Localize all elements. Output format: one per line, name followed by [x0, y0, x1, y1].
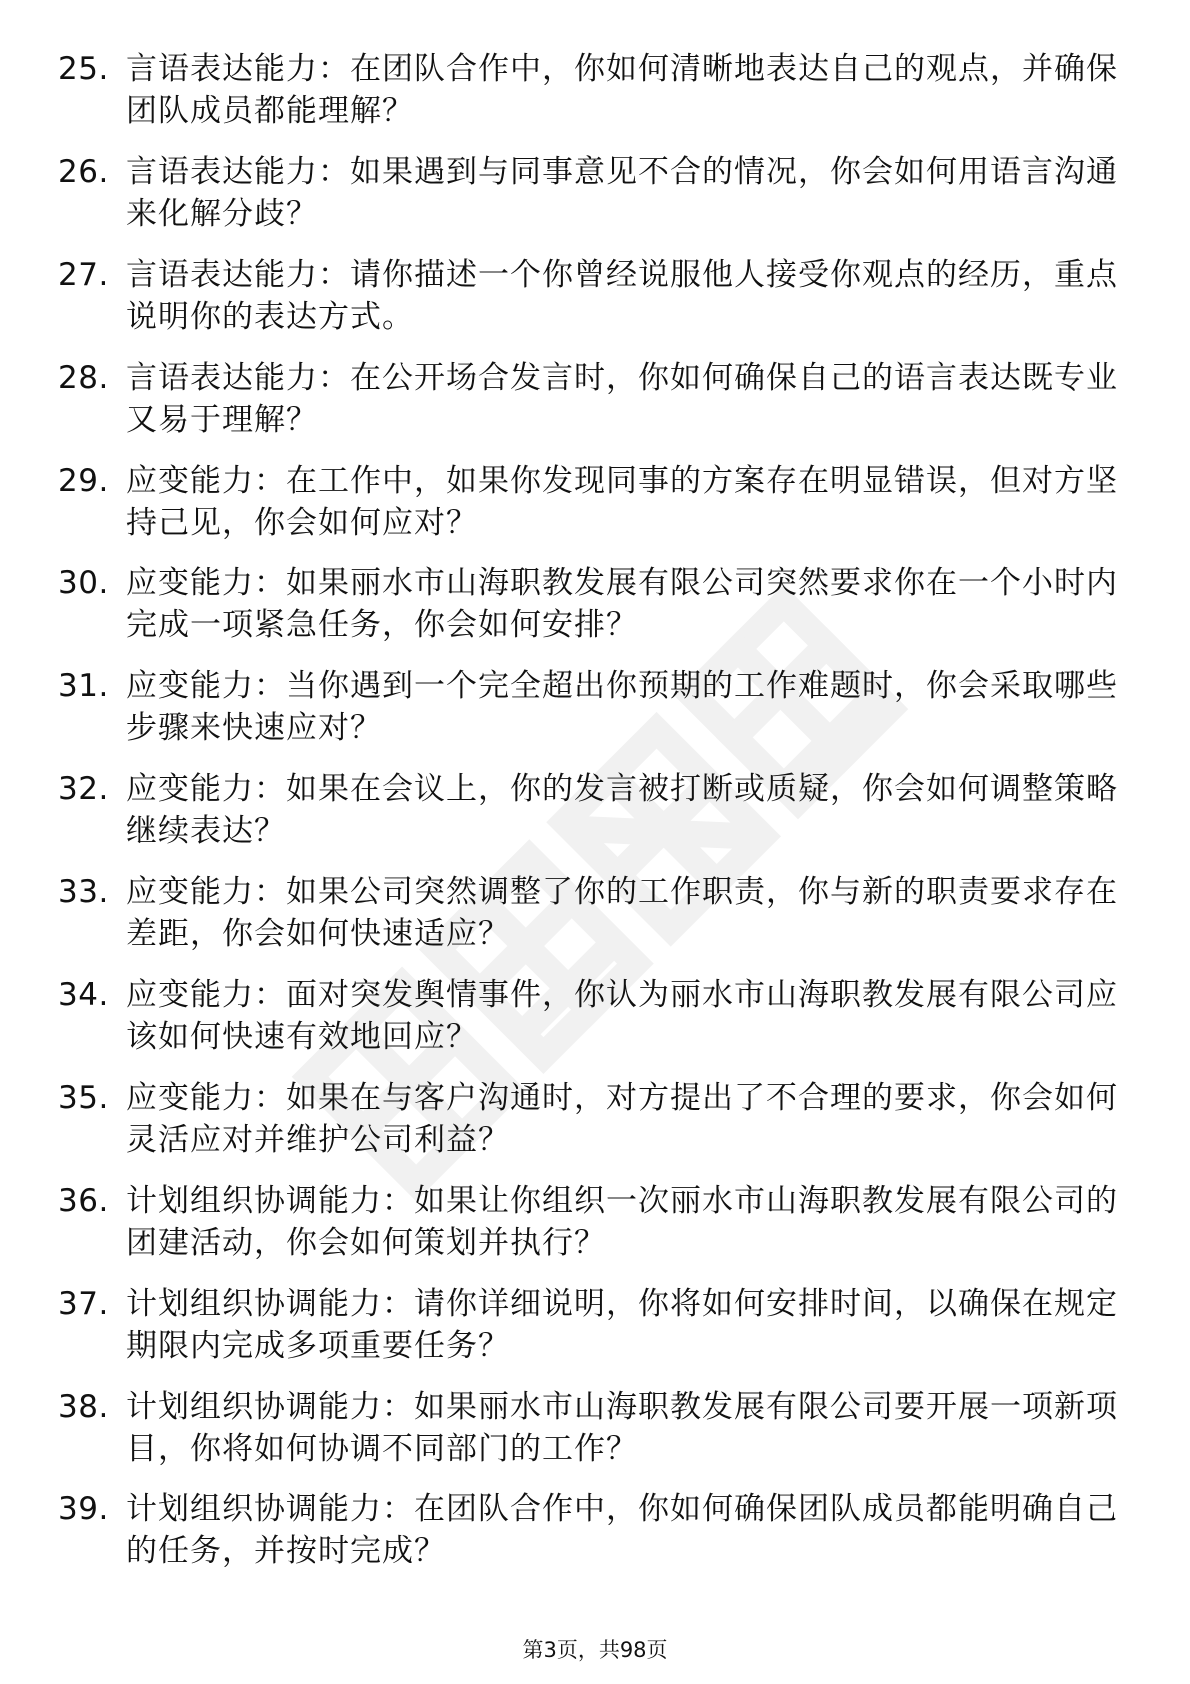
question-text: 计划组织协调能力：如果让你组织一次丽水市山海职教发展有限公司的团建活动，你会如何策划并执行？	[126, 1182, 1118, 1261]
question-text: 应变能力：如果公司突然调整了你的工作职责，你与新的职责要求存在差距，你会如何快速适应？	[126, 874, 1118, 953]
question-number: 29.	[58, 462, 109, 499]
question-item	[58, 1180, 1118, 1264]
question-item	[58, 48, 1118, 132]
question-text: 应变能力：在工作中，如果你发现同事的方案存在明显错误，但对方坚持己见，你会如何应对？	[126, 462, 1118, 541]
question-text: 应变能力：如果在与客户沟通时，对方提出了不合理的要求，你会如何灵活应对并维护公司利益？	[126, 1079, 1118, 1158]
question-item	[58, 151, 1118, 235]
question-number: 25.	[58, 51, 109, 87]
question-item	[58, 974, 1118, 1058]
question-item	[58, 871, 1118, 955]
question-text: 言语表达能力：请你描述一个你曾经说服他人接受你观点的经历，重点说明你的表达方式。	[126, 256, 1118, 335]
question-number: 33.	[58, 874, 109, 911]
question-number: 27.	[58, 256, 109, 293]
question-number: 39.	[58, 1491, 109, 1528]
question-list	[58, 48, 1118, 1591]
question-item	[58, 768, 1118, 852]
question-number: 38.	[58, 1388, 109, 1425]
question-text: 应变能力：当你遇到一个完全超出你预期的工作难题时，你会采取哪些步骤来快速应对？	[126, 668, 1118, 747]
question-number: 36.	[58, 1182, 109, 1219]
question-text: 计划组织协调能力：如果丽水市山海职教发展有限公司要开展一项新项目，你将如何协调不同部门的工作？	[126, 1388, 1118, 1467]
question-number: 32.	[58, 771, 109, 808]
question-item	[58, 357, 1118, 441]
page-footer	[0, 1636, 1190, 1664]
question-number: 30.	[58, 565, 109, 602]
question-number: 37.	[58, 1285, 109, 1322]
question-number: 35.	[58, 1079, 109, 1116]
question-item	[58, 665, 1118, 749]
page-number: 第3页，共98页	[522, 1638, 668, 1662]
question-number: 28.	[58, 359, 109, 396]
question-text: 计划组织协调能力：在团队合作中，你如何确保团队成员都能明确自己的任务，并按时完成？	[126, 1491, 1118, 1570]
question-item	[58, 1488, 1118, 1572]
question-number: 34.	[58, 977, 109, 1014]
question-text: 计划组织协调能力：请你详细说明，你将如何安排时间，以确保在规定期限内完成多项重要任务？	[126, 1285, 1118, 1364]
question-item	[58, 1283, 1118, 1367]
question-text: 应变能力：如果丽水市山海职教发展有限公司突然要求你在一个小时内完成一项紧急任务，你会如何安排？	[126, 565, 1118, 644]
question-text: 言语表达能力：在公开场合发言时，你如何确保自己的语言表达既专业又易于理解？	[126, 359, 1118, 438]
question-number: 31.	[58, 668, 109, 705]
question-text: 应变能力：面对突发舆情事件，你认为丽水市山海职教发展有限公司应该如何快速有效地回应？	[126, 977, 1118, 1056]
question-item	[58, 1077, 1118, 1161]
question-item	[58, 460, 1118, 544]
question-text: 言语表达能力：在团队合作中，你如何清晰地表达自己的观点，并确保团队成员都能理解？	[126, 51, 1118, 129]
question-text: 言语表达能力：如果遇到与同事意见不合的情况，你会如何用语言沟通来化解分歧？	[126, 153, 1118, 232]
question-item	[58, 254, 1118, 338]
question-number: 26.	[58, 153, 109, 190]
question-item	[58, 562, 1118, 646]
question-text: 应变能力：如果在会议上，你的发言被打断或质疑，你会如何调整策略继续表达？	[126, 771, 1118, 850]
question-item	[58, 1386, 1118, 1470]
